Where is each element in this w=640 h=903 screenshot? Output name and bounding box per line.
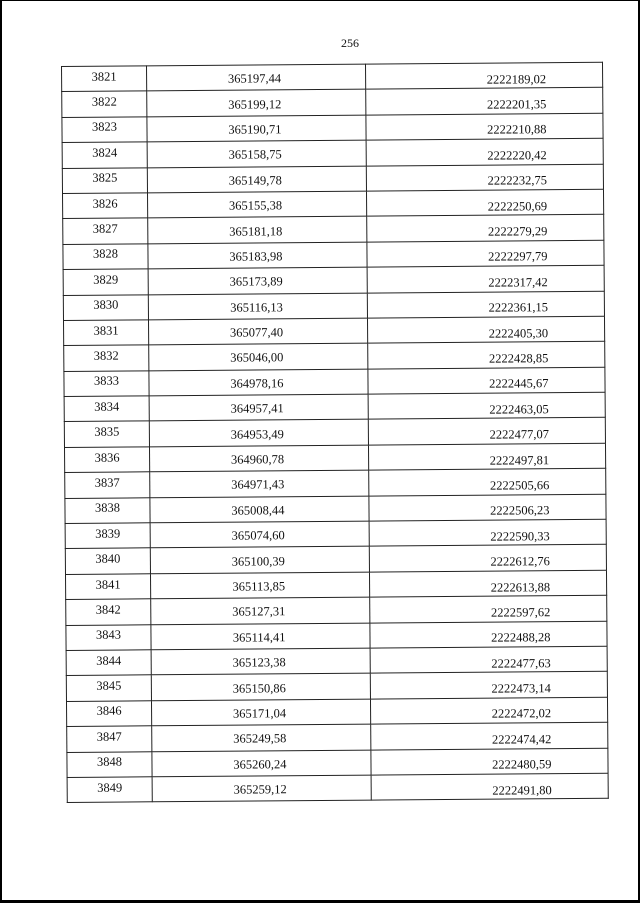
y-coordinate-cell: 2222250,69 xyxy=(366,189,603,216)
x-coordinate-cell: 365155,38 xyxy=(147,191,366,218)
x-coordinate-cell: 365190,71 xyxy=(147,115,366,142)
point-number-cell: 3841 xyxy=(65,574,150,600)
point-number-cell: 3828 xyxy=(63,244,148,270)
y-coordinate-cell: 2222474,42 xyxy=(371,722,608,749)
x-coordinate-cell: 364978,16 xyxy=(149,369,368,396)
x-coordinate-cell: 365046,00 xyxy=(149,343,368,370)
x-coordinate-cell: 365149,78 xyxy=(147,166,366,193)
point-number-cell: 3840 xyxy=(65,548,150,574)
coordinates-table xyxy=(61,62,609,804)
point-number-cell: 3845 xyxy=(66,675,151,701)
y-coordinate-cell: 2222317,42 xyxy=(367,265,604,292)
y-coordinate-cell: 2222220,42 xyxy=(366,138,603,165)
scan-border-top xyxy=(0,0,640,1)
coordinates-table-body xyxy=(62,62,609,803)
x-coordinate-cell: 365183,98 xyxy=(148,242,367,269)
point-number-cell: 3827 xyxy=(63,218,148,244)
y-coordinate-cell: 2222405,30 xyxy=(367,316,604,343)
y-coordinate-cell: 2222497,81 xyxy=(368,443,605,470)
x-coordinate-cell: 365113,85 xyxy=(150,572,369,599)
y-coordinate-cell: 2222506,23 xyxy=(369,494,606,521)
point-number-cell: 3822 xyxy=(62,91,147,117)
x-coordinate-cell: 364960,78 xyxy=(149,445,368,472)
scan-border-left xyxy=(0,0,2,903)
point-number-cell: 3837 xyxy=(65,472,150,498)
point-number-cell: 3842 xyxy=(66,599,151,625)
y-coordinate-cell: 2222201,35 xyxy=(366,88,603,115)
x-coordinate-cell: 365127,31 xyxy=(151,597,370,624)
y-coordinate-cell: 2222491,80 xyxy=(371,773,608,800)
y-coordinate-cell: 2222445,67 xyxy=(368,367,605,394)
x-coordinate-cell: 365197,44 xyxy=(147,64,366,91)
point-number-cell: 3823 xyxy=(62,117,147,143)
x-coordinate-cell: 365114,41 xyxy=(151,623,370,650)
x-coordinate-cell: 365074,60 xyxy=(150,521,369,548)
y-coordinate-cell: 2222279,29 xyxy=(367,215,604,242)
point-number-cell: 3847 xyxy=(67,726,152,752)
table-row xyxy=(67,773,608,803)
y-coordinate-cell: 2222480,59 xyxy=(371,748,608,775)
y-coordinate-cell: 2222590,33 xyxy=(369,519,606,546)
point-number-cell: 3832 xyxy=(64,345,149,371)
x-coordinate-cell: 365171,04 xyxy=(151,699,370,726)
x-coordinate-cell: 364957,41 xyxy=(149,394,368,421)
y-coordinate-cell: 2222428,85 xyxy=(368,342,605,369)
point-number-cell: 3834 xyxy=(64,396,149,422)
x-coordinate-cell: 365008,44 xyxy=(150,496,369,523)
x-coordinate-cell: 365150,86 xyxy=(151,673,370,700)
point-number-cell: 3838 xyxy=(65,497,150,523)
point-number-cell: 3843 xyxy=(66,624,151,650)
point-number-cell: 3825 xyxy=(62,167,147,193)
point-number-cell: 3849 xyxy=(67,777,152,803)
y-coordinate-cell: 2222361,15 xyxy=(367,291,604,318)
point-number-cell: 3826 xyxy=(63,193,148,219)
y-coordinate-cell: 2222189,02 xyxy=(365,62,602,89)
x-coordinate-cell: 365123,38 xyxy=(151,648,370,675)
y-coordinate-cell: 2222473,14 xyxy=(370,672,607,699)
y-coordinate-cell: 2222472,02 xyxy=(370,697,607,724)
y-coordinate-cell: 2222505,66 xyxy=(369,468,606,495)
x-coordinate-cell: 365249,58 xyxy=(152,724,371,751)
point-number-cell: 3829 xyxy=(63,269,148,295)
x-coordinate-cell: 365116,13 xyxy=(148,293,367,320)
point-number-cell: 3831 xyxy=(63,320,148,346)
point-number-cell: 3839 xyxy=(65,523,150,549)
x-coordinate-cell: 365181,18 xyxy=(148,216,367,243)
x-coordinate-cell: 365173,89 xyxy=(148,267,367,294)
y-coordinate-cell: 2222612,76 xyxy=(369,545,606,572)
y-coordinate-cell: 2222488,28 xyxy=(370,621,607,648)
point-number-cell: 3846 xyxy=(66,701,151,727)
point-number-cell: 3830 xyxy=(63,294,148,320)
x-coordinate-cell: 365259,12 xyxy=(152,775,371,802)
x-coordinate-cell: 364953,49 xyxy=(149,420,368,447)
point-number-cell: 3835 xyxy=(64,421,149,447)
page-number: 256 xyxy=(341,36,359,50)
x-coordinate-cell: 365260,24 xyxy=(152,750,371,777)
point-number-cell: 3848 xyxy=(67,751,152,777)
point-number-cell: 3833 xyxy=(64,371,149,397)
x-coordinate-cell: 364971,43 xyxy=(150,470,369,497)
y-coordinate-cell: 2222613,88 xyxy=(369,570,606,597)
y-coordinate-cell: 2222597,62 xyxy=(370,595,607,622)
x-coordinate-cell: 365158,75 xyxy=(147,140,366,167)
point-number-cell: 3821 xyxy=(62,66,147,92)
y-coordinate-cell: 2222232,75 xyxy=(366,164,603,191)
y-coordinate-cell: 2222477,63 xyxy=(370,646,607,673)
y-coordinate-cell: 2222297,79 xyxy=(367,240,604,267)
point-number-cell: 3844 xyxy=(66,650,151,676)
point-number-cell: 3836 xyxy=(64,447,149,473)
y-coordinate-cell: 2222463,05 xyxy=(368,392,605,419)
x-coordinate-cell: 365199,12 xyxy=(147,89,366,116)
x-coordinate-cell: 365100,39 xyxy=(150,547,369,574)
x-coordinate-cell: 365077,40 xyxy=(148,318,367,345)
y-coordinate-cell: 2222210,88 xyxy=(366,113,603,140)
point-number-cell: 3824 xyxy=(62,142,147,168)
y-coordinate-cell: 2222477,07 xyxy=(368,418,605,445)
